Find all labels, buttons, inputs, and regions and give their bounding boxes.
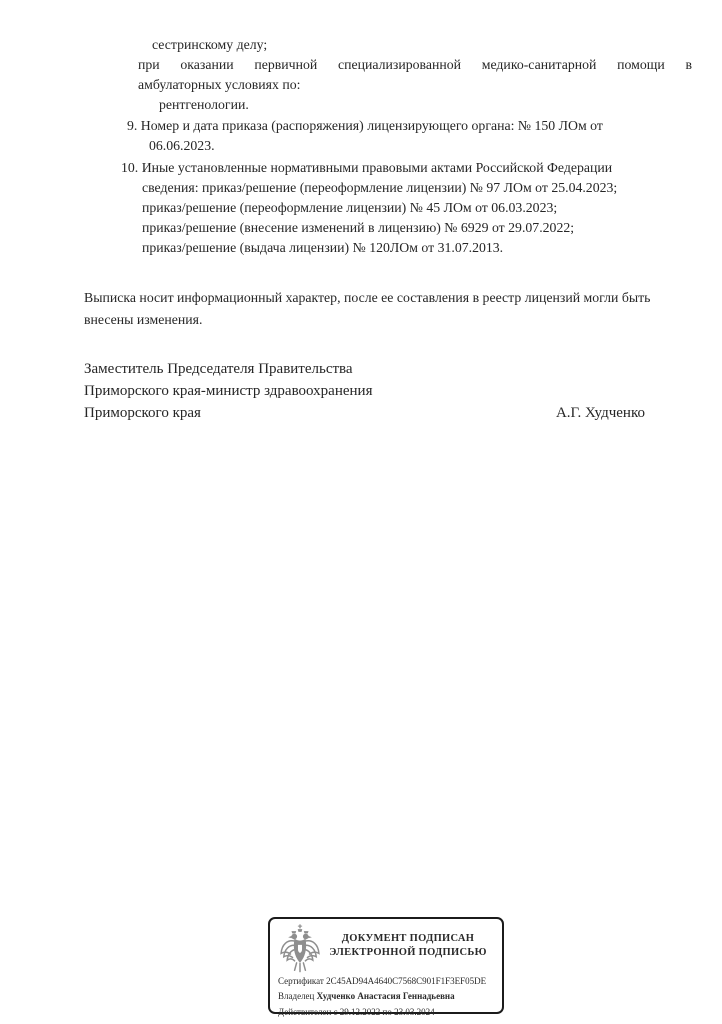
informational-note xyxy=(84,287,696,331)
owner-name: Худченко Анастасия Геннадьевна xyxy=(316,991,455,1002)
stamp-header xyxy=(270,919,502,973)
owner-label: Владелец xyxy=(278,991,315,1002)
text-line: приказ/решение (переоформление лицензии) № 45 ЛОм от 06.03.2023; xyxy=(142,200,558,215)
stamp-certificate-line xyxy=(270,973,502,988)
text-line: рентгенологии. xyxy=(159,97,249,112)
text-line: 06.06.2023. xyxy=(149,138,215,153)
text-line: Выписка носит информационный характер, после ее составления в реестр лицензий могли быть xyxy=(84,290,651,305)
stamp-title-line: ЭЛЕКТРОННОЙ ПОДПИСЬЮ xyxy=(329,946,487,958)
stamp-validity-line: Действителен с 29.12.2022 по 23.03.2024 xyxy=(278,1006,435,1017)
signer-title-line: Приморского края xyxy=(84,405,201,421)
certificate-value: 2C45AD94A4640C7568C901F1F3EF05DE xyxy=(326,976,487,986)
signer-title-line: Приморского края-министр здравоохранения xyxy=(84,383,373,399)
text-line: сестринскому делу; xyxy=(152,37,268,52)
text-line: приказ/решение (внесение изменений в лицензию) № 6929 от 29.07.2022; xyxy=(142,220,575,235)
text-line: приказ/решение (выдача лицензии) № 120ЛОм от 31.07.2013. xyxy=(142,240,504,255)
text-line: при оказании первичной специализированной медико-санитарной помощи в xyxy=(138,57,692,72)
item-10-other-information xyxy=(121,158,617,258)
stamp-title-line: ДОКУМЕНТ ПОДПИСАН xyxy=(341,933,475,944)
license-activities-continuation xyxy=(138,35,692,115)
certificate-label: Сертификат xyxy=(278,976,324,986)
text-line: сведения: приказ/решение (переоформление лицензии) № 97 ЛОм от 25.04.2023; xyxy=(142,180,618,195)
item-9-order-number xyxy=(127,116,603,156)
signer-name: А.Г. Худченко xyxy=(555,405,645,421)
russia-coat-of-arms-icon xyxy=(278,923,322,973)
text-line: 10. Иные установленные нормативными правовыми актами Российской Федерации xyxy=(121,160,613,175)
signer-title-line: Заместитель Председателя Правительства xyxy=(84,361,353,377)
text-line: амбулаторных условиях по: xyxy=(138,77,301,92)
digital-signature-stamp xyxy=(268,917,504,1017)
signer-title-row xyxy=(84,402,645,424)
stamp-title xyxy=(322,923,494,959)
stamp-owner-line xyxy=(270,988,502,1003)
text-line: внесены изменения. xyxy=(84,312,203,327)
text-line: 9. Номер и дата приказа (распоряжения) лицензирующего органа: № 150 ЛОм от xyxy=(127,118,603,133)
signature-block xyxy=(84,358,645,424)
